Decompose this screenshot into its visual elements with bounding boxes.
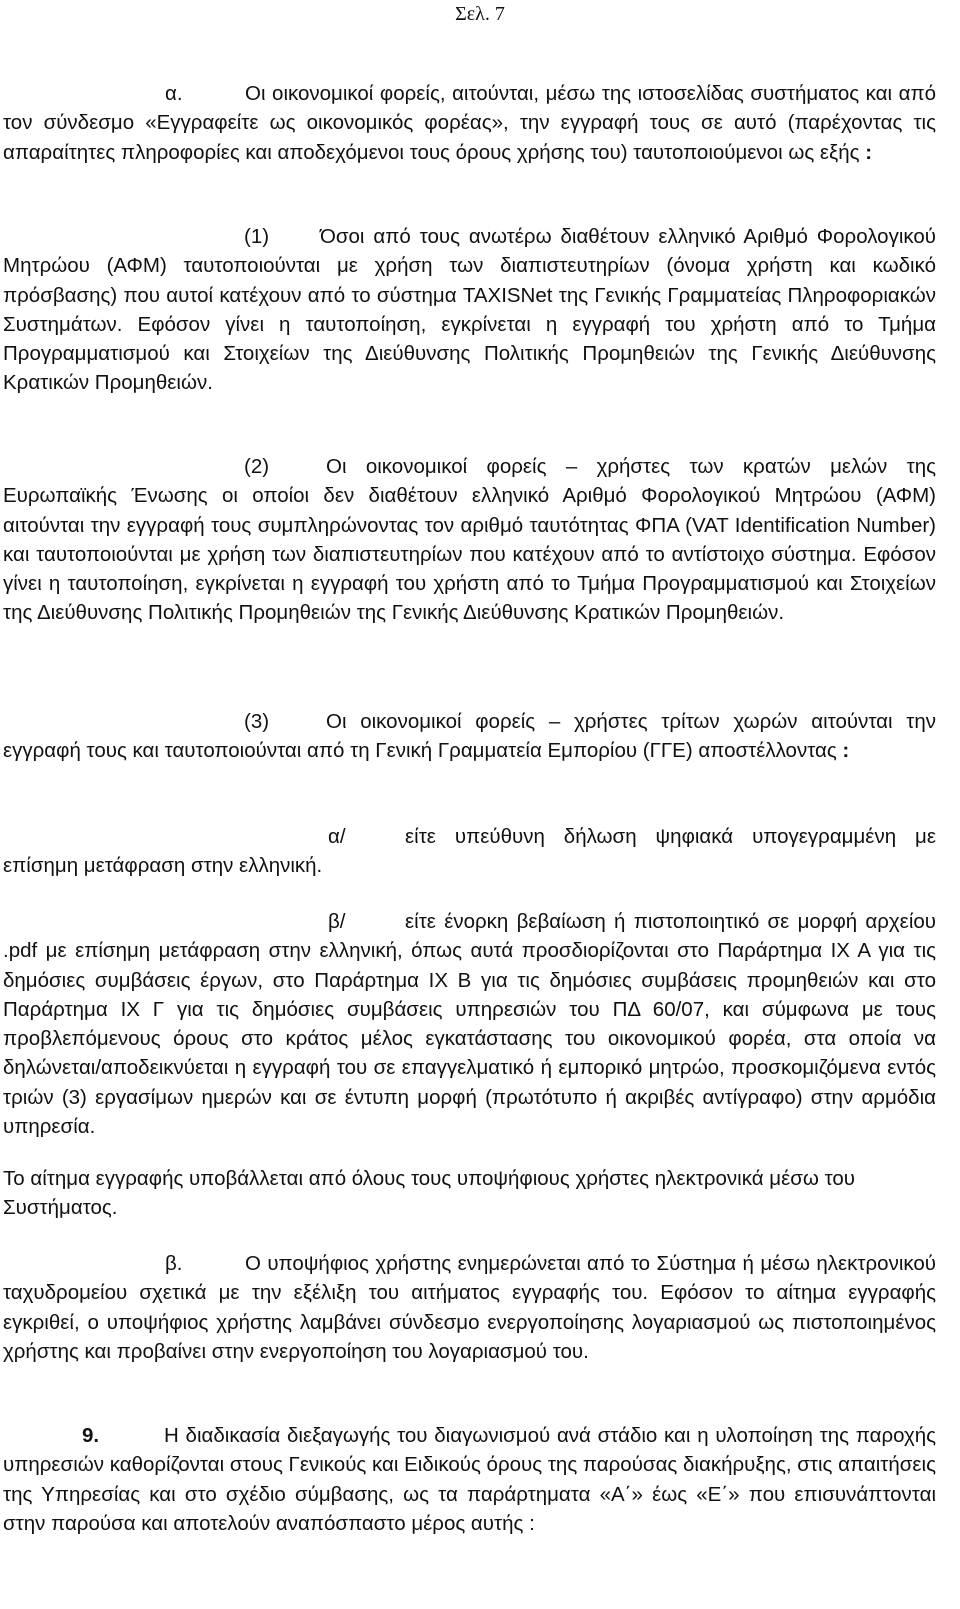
paragraph-colon: : <box>836 739 850 763</box>
paragraph-text: είτε ένορκη βεβαίωση ή πιστοποιητικό σε μορφή αρχείου .pdf με επίσημη μετάφραση στην ελληνική, όπως αυτά προσδιορίζονται στο Παράρτημα ΙΧ Α για τις δημόσιες συμβάσεις έργων, στο Παράρτημα ΙΧ Β για τις δημόσιες συμβάσεις προμηθειών και στο Παράρτημα ΙΧ Γ για τις δημόσιες συμβάσεις υπηρεσιών του ΠΔ 60/07, και σύμφωνα με τους προβλεπόμενους όρους στο κράτος μέλος εγκατάστασης του οικονομικού φορέα, στα οποία να δηλώνεται/αποδεικνύεται η εγγραφή του σε επαγγελματικό ή εμπορικό μητρώο, προσκομιζόμενα εντός τριών (3) εργασίμων ημερών και σε έντυπη μορφή (πρωτότυπο ή ακριβές αντίγραφο) στην αρμόδια υπηρεσία. <box>3 910 936 1139</box>
paragraph-text: Ο υποψήφιος χρήστης ενημερώνεται από το Σύστημα ή μέσω ηλεκτρονικού ταχυδρομείου σχετικά με την εξέλιξη του αιτήματος εγγραφής του. Εφόσον το αίτημα εγγραφής εγκριθεί, ο υποψήφιος χρήστης λαμβάνει σύνδεσμο ενεργοποίησης λογαριασμού ως πιστοποιημένος χρήστης και προβαίνει στην ενεργοποίηση του λογαριασμού του. <box>3 1252 936 1363</box>
paragraph-text: Όσοι από τους ανωτέρω διαθέτουν ελληνικό Αριθμό Φορολογικού Μητρώου (ΑΦΜ) ταυτοποιούνται με χρήση των διαπιστευτηρίων (όνομα χρήστη και κωδικό πρόσβασης) που αυτοί κατέχουν από το σύστημα TAXISNet της Γενικής Γραμματείας Πληροφοριακών Συστημάτων. Εφόσον γίνει η ταυτοποίηση, εγκρίνεται η εγγραφή του χρήστη από το Τμήμα Προγραμματισμού και Στοιχείων της Διεύθυνσης Πολιτικής Προμηθειών της Γενικής Διεύθυνσης Κρατικών Προμηθειών. <box>3 225 936 395</box>
paragraph-item-1 <box>3 222 936 398</box>
paragraph-marker: β/ <box>328 910 346 933</box>
paragraph-beta <box>3 1249 936 1366</box>
paragraph-marker: (3) <box>244 710 270 733</box>
page-number: Σελ. 7 <box>455 3 505 25</box>
paragraph-marker: α/ <box>328 825 346 848</box>
paragraph-item-2 <box>3 452 936 628</box>
paragraph-alpha <box>3 79 936 167</box>
paragraph-marker: α. <box>165 82 183 105</box>
paragraph-marker: (1) <box>244 225 270 248</box>
paragraph-text: Οι οικονομικοί φορείς – χρήστες των κρατών μελών της Ευρωπαϊκής Ένωσης οι οποίοι δεν διαθέτουν ελληνικό Αριθμό Φορολογικού Μητρώου (ΑΦΜ) αιτούνται την εγγραφή τους συμπληρώνοντας τον αριθμό ταυτότητας ΦΠΑ (VAT Identification Number) και ταυτοποιούνται με χρήση των διαπιστευτηρίων που κατέχουν από το αντίστοιχο σύστημα. Εφόσον γίνει η ταυτοποίηση, εγκρίνεται η εγγραφή του χρήστη από το Τμήμα Προγραμματισμού και Στοιχείων της Διεύθυνσης Πολιτικής Προμηθειών της Γενικής Διεύθυνσης Κρατικών Προμηθειών. <box>3 455 936 625</box>
paragraph-text: Το αίτημα εγγραφής υποβάλλεται από όλους τους υποψήφιους χρήστες ηλεκτρονικά μέσω του Συστήματος. <box>3 1167 856 1220</box>
section-number: 9. <box>82 1424 100 1447</box>
paragraph-marker: (2) <box>244 455 270 478</box>
paragraph-item-3 <box>3 707 936 766</box>
paragraph-marker: β. <box>165 1252 183 1275</box>
paragraph-text: Η διαδικασία διεξαγωγής του διαγωνισμού ανά στάδιο και η υλοποίηση της παροχής υπηρεσιών καθορίζονται στους Γενικούς και Ειδικούς όρους της παρούσας διακήρυξης, στις απαιτήσεις της Υπηρεσίας και στο σχέδιο σύμβασης, ως τα παράρτηματα «Α΄» έως «Ε΄» που επισυνάπτονται στην παρούσα και αποτελούν αναπόσπαστο μέρος αυτής : <box>3 1424 936 1535</box>
paragraph-text: Οι οικονομικοί φορείς – χρήστες τρίτων χωρών αιτούνται την εγγραφή τους και ταυτοποιούνται από τη Γενική Γραμματεία Εμπορίου (ΓΓΕ) αποστέλλοντας <box>3 710 936 763</box>
paragraph-submission-note <box>3 1164 936 1223</box>
sub-item-alpha <box>3 822 936 881</box>
sub-item-beta <box>3 907 936 1141</box>
paragraph-section-9 <box>3 1421 936 1538</box>
paragraph-text: είτε υπεύθυνη δήλωση ψηφιακά υπογεγραμμένη με επίσημη μετάφραση στην ελληνική. <box>3 825 936 878</box>
paragraph-colon: : <box>859 140 873 164</box>
paragraph-text: Οι οικονομικοί φορείς, αιτούνται, μέσω της ιστοσελίδας συστήματος και από τον σύνδεσμο «Εγγραφείτε ως οικονομικός φορέας», την εγγραφή τους σε αυτό (παρέχοντας τις απαραίτητες πληροφορίες και αποδεχόμενοι τους όρους χρήσης του) ταυτοποιούμενοι ως εξής <box>3 82 936 164</box>
